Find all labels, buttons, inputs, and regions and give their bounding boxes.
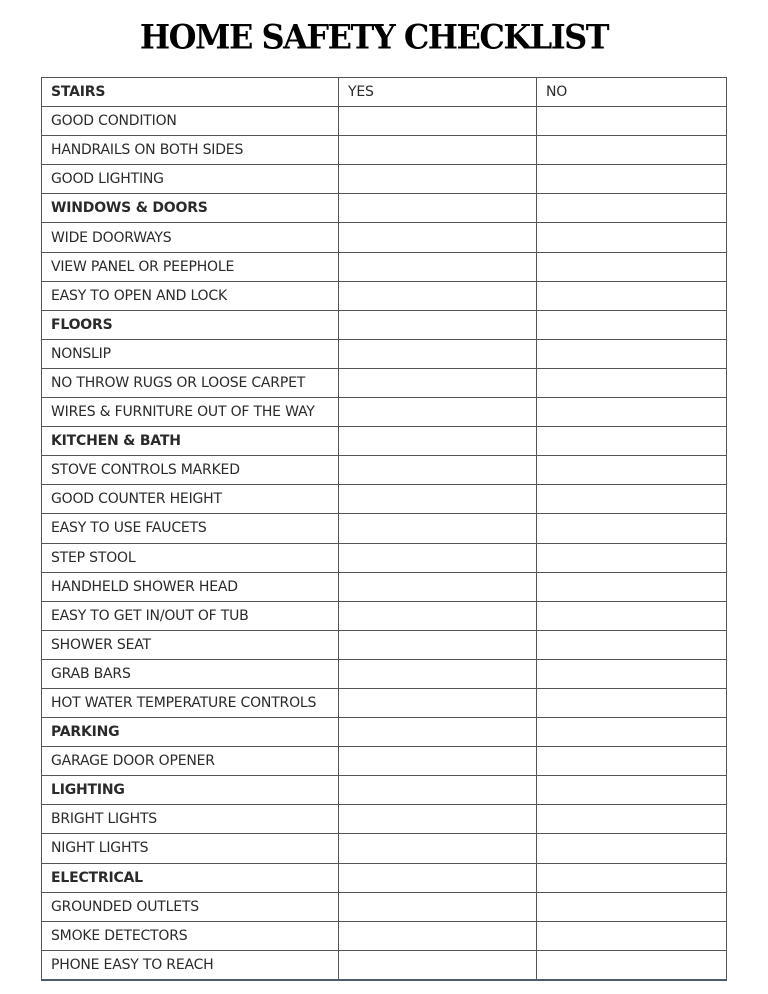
no-cell[interactable] (537, 747, 727, 776)
item-label: SHOWER SEAT (42, 630, 339, 659)
yes-cell[interactable] (339, 572, 537, 601)
checklist-body (42, 78, 727, 980)
no-cell[interactable] (537, 252, 727, 281)
item-label: STOVE CONTROLS MARKED (42, 456, 339, 485)
item-label: GOOD COUNTER HEIGHT (42, 485, 339, 514)
item-label: WIDE DOORWAYS (42, 223, 339, 252)
section-label: WINDOWS & DOORS (42, 194, 339, 223)
checklist-row (42, 456, 727, 485)
checklist-row (42, 252, 727, 281)
item-label: GOOD CONDITION (42, 107, 339, 136)
yes-cell[interactable] (339, 514, 537, 543)
no-cell[interactable] (537, 514, 727, 543)
checklist-row (42, 339, 727, 368)
checklist-row (42, 107, 727, 136)
no-cell[interactable] (537, 107, 727, 136)
section-header-row (42, 78, 727, 107)
section-label: KITCHEN & BATH (42, 427, 339, 456)
item-label: HANDRAILS ON BOTH SIDES (42, 136, 339, 165)
yes-cell[interactable] (339, 165, 537, 194)
checklist-row (42, 165, 727, 194)
section-header-row (42, 776, 727, 805)
yes-cell[interactable] (339, 834, 537, 863)
item-label: VIEW PANEL OR PEEPHOLE (42, 252, 339, 281)
page-title: HOME SAFETY CHECKLIST (139, 17, 609, 57)
checklist-row (42, 485, 727, 514)
section-header-row (42, 194, 727, 223)
no-cell[interactable] (537, 834, 727, 863)
yes-cell[interactable] (339, 427, 537, 456)
item-label: NIGHT LIGHTS (42, 834, 339, 863)
checklist-row (42, 572, 727, 601)
yes-cell[interactable] (339, 368, 537, 397)
safety-checklist-table (41, 77, 727, 981)
yes-cell[interactable] (339, 398, 537, 427)
no-cell[interactable] (537, 892, 727, 921)
no-cell[interactable] (537, 688, 727, 717)
no-cell[interactable] (537, 921, 727, 950)
yes-cell[interactable] (339, 747, 537, 776)
item-label: STEP STOOL (42, 543, 339, 572)
item-label: PHONE EASY TO REACH (42, 950, 339, 980)
yes-cell[interactable] (339, 252, 537, 281)
yes-cell[interactable] (339, 339, 537, 368)
no-cell[interactable] (537, 630, 727, 659)
yes-cell[interactable] (339, 805, 537, 834)
section-header-row (42, 718, 727, 747)
yes-cell[interactable] (339, 718, 537, 747)
checklist-row (42, 950, 727, 980)
no-cell[interactable] (537, 339, 727, 368)
checklist-row (42, 834, 727, 863)
item-label: GOOD LIGHTING (42, 165, 339, 194)
checklist-row (42, 601, 727, 630)
item-label: GROUNDED OUTLETS (42, 892, 339, 921)
item-label: NONSLIP (42, 339, 339, 368)
section-header-row (42, 863, 727, 892)
checklist-row (42, 688, 727, 717)
no-cell[interactable] (537, 165, 727, 194)
no-cell[interactable] (537, 281, 727, 310)
item-label: SMOKE DETECTORS (42, 921, 339, 950)
item-label: EASY TO GET IN/OUT OF TUB (42, 601, 339, 630)
yes-cell[interactable] (339, 107, 537, 136)
section-label: PARKING (42, 718, 339, 747)
yes-cell[interactable] (339, 863, 537, 892)
yes-cell[interactable] (339, 659, 537, 688)
yes-cell[interactable] (339, 892, 537, 921)
no-cell[interactable] (537, 659, 727, 688)
yes-cell[interactable] (339, 601, 537, 630)
item-label: GRAB BARS (42, 659, 339, 688)
yes-cell[interactable] (339, 688, 537, 717)
item-label: GARAGE DOOR OPENER (42, 747, 339, 776)
item-label: NO THROW RUGS OR LOOSE CARPET (42, 368, 339, 397)
yes-cell[interactable] (339, 950, 537, 980)
no-column-header: NO (537, 78, 727, 107)
checklist-row (42, 659, 727, 688)
section-label: FLOORS (42, 310, 339, 339)
checklist-row (42, 543, 727, 572)
no-cell[interactable] (537, 223, 727, 252)
checklist-row (42, 514, 727, 543)
item-label: HOT WATER TEMPERATURE CONTROLS (42, 688, 339, 717)
item-label: BRIGHT LIGHTS (42, 805, 339, 834)
checklist-row (42, 281, 727, 310)
no-cell[interactable] (537, 776, 727, 805)
no-cell[interactable] (537, 398, 727, 427)
section-label: ELECTRICAL (42, 863, 339, 892)
no-cell[interactable] (537, 543, 727, 572)
checklist-row (42, 368, 727, 397)
yes-cell[interactable] (339, 194, 537, 223)
no-cell[interactable] (537, 950, 727, 980)
section-label: STAIRS (42, 78, 339, 107)
item-label: EASY TO USE FAUCETS (42, 514, 339, 543)
no-cell[interactable] (537, 485, 727, 514)
yes-cell[interactable] (339, 630, 537, 659)
yes-cell[interactable] (339, 543, 537, 572)
no-cell[interactable] (537, 136, 727, 165)
section-header-row (42, 427, 727, 456)
no-cell[interactable] (537, 427, 727, 456)
checklist-row (42, 223, 727, 252)
no-cell[interactable] (537, 368, 727, 397)
section-label: LIGHTING (42, 776, 339, 805)
no-cell[interactable] (537, 572, 727, 601)
item-label: WIRES & FURNITURE OUT OF THE WAY (42, 398, 339, 427)
item-label: HANDHELD SHOWER HEAD (42, 572, 339, 601)
no-cell[interactable] (537, 718, 727, 747)
item-label: EASY TO OPEN AND LOCK (42, 281, 339, 310)
checklist-row (42, 921, 727, 950)
no-cell[interactable] (537, 601, 727, 630)
no-cell[interactable] (537, 863, 727, 892)
yes-cell[interactable] (339, 136, 537, 165)
section-header-row (42, 310, 727, 339)
no-cell[interactable] (537, 805, 727, 834)
checklist-row (42, 747, 727, 776)
no-cell[interactable] (537, 310, 727, 339)
yes-cell[interactable] (339, 776, 537, 805)
checklist-row (42, 805, 727, 834)
yes-cell[interactable] (339, 485, 537, 514)
yes-cell[interactable] (339, 310, 537, 339)
checklist-row (42, 398, 727, 427)
checklist-row (42, 136, 727, 165)
yes-cell[interactable] (339, 921, 537, 950)
checklist-row (42, 892, 727, 921)
yes-cell[interactable] (339, 223, 537, 252)
no-cell[interactable] (537, 194, 727, 223)
checklist-row (42, 630, 727, 659)
yes-cell[interactable] (339, 456, 537, 485)
yes-column-header: YES (339, 78, 537, 107)
yes-cell[interactable] (339, 281, 537, 310)
no-cell[interactable] (537, 456, 727, 485)
